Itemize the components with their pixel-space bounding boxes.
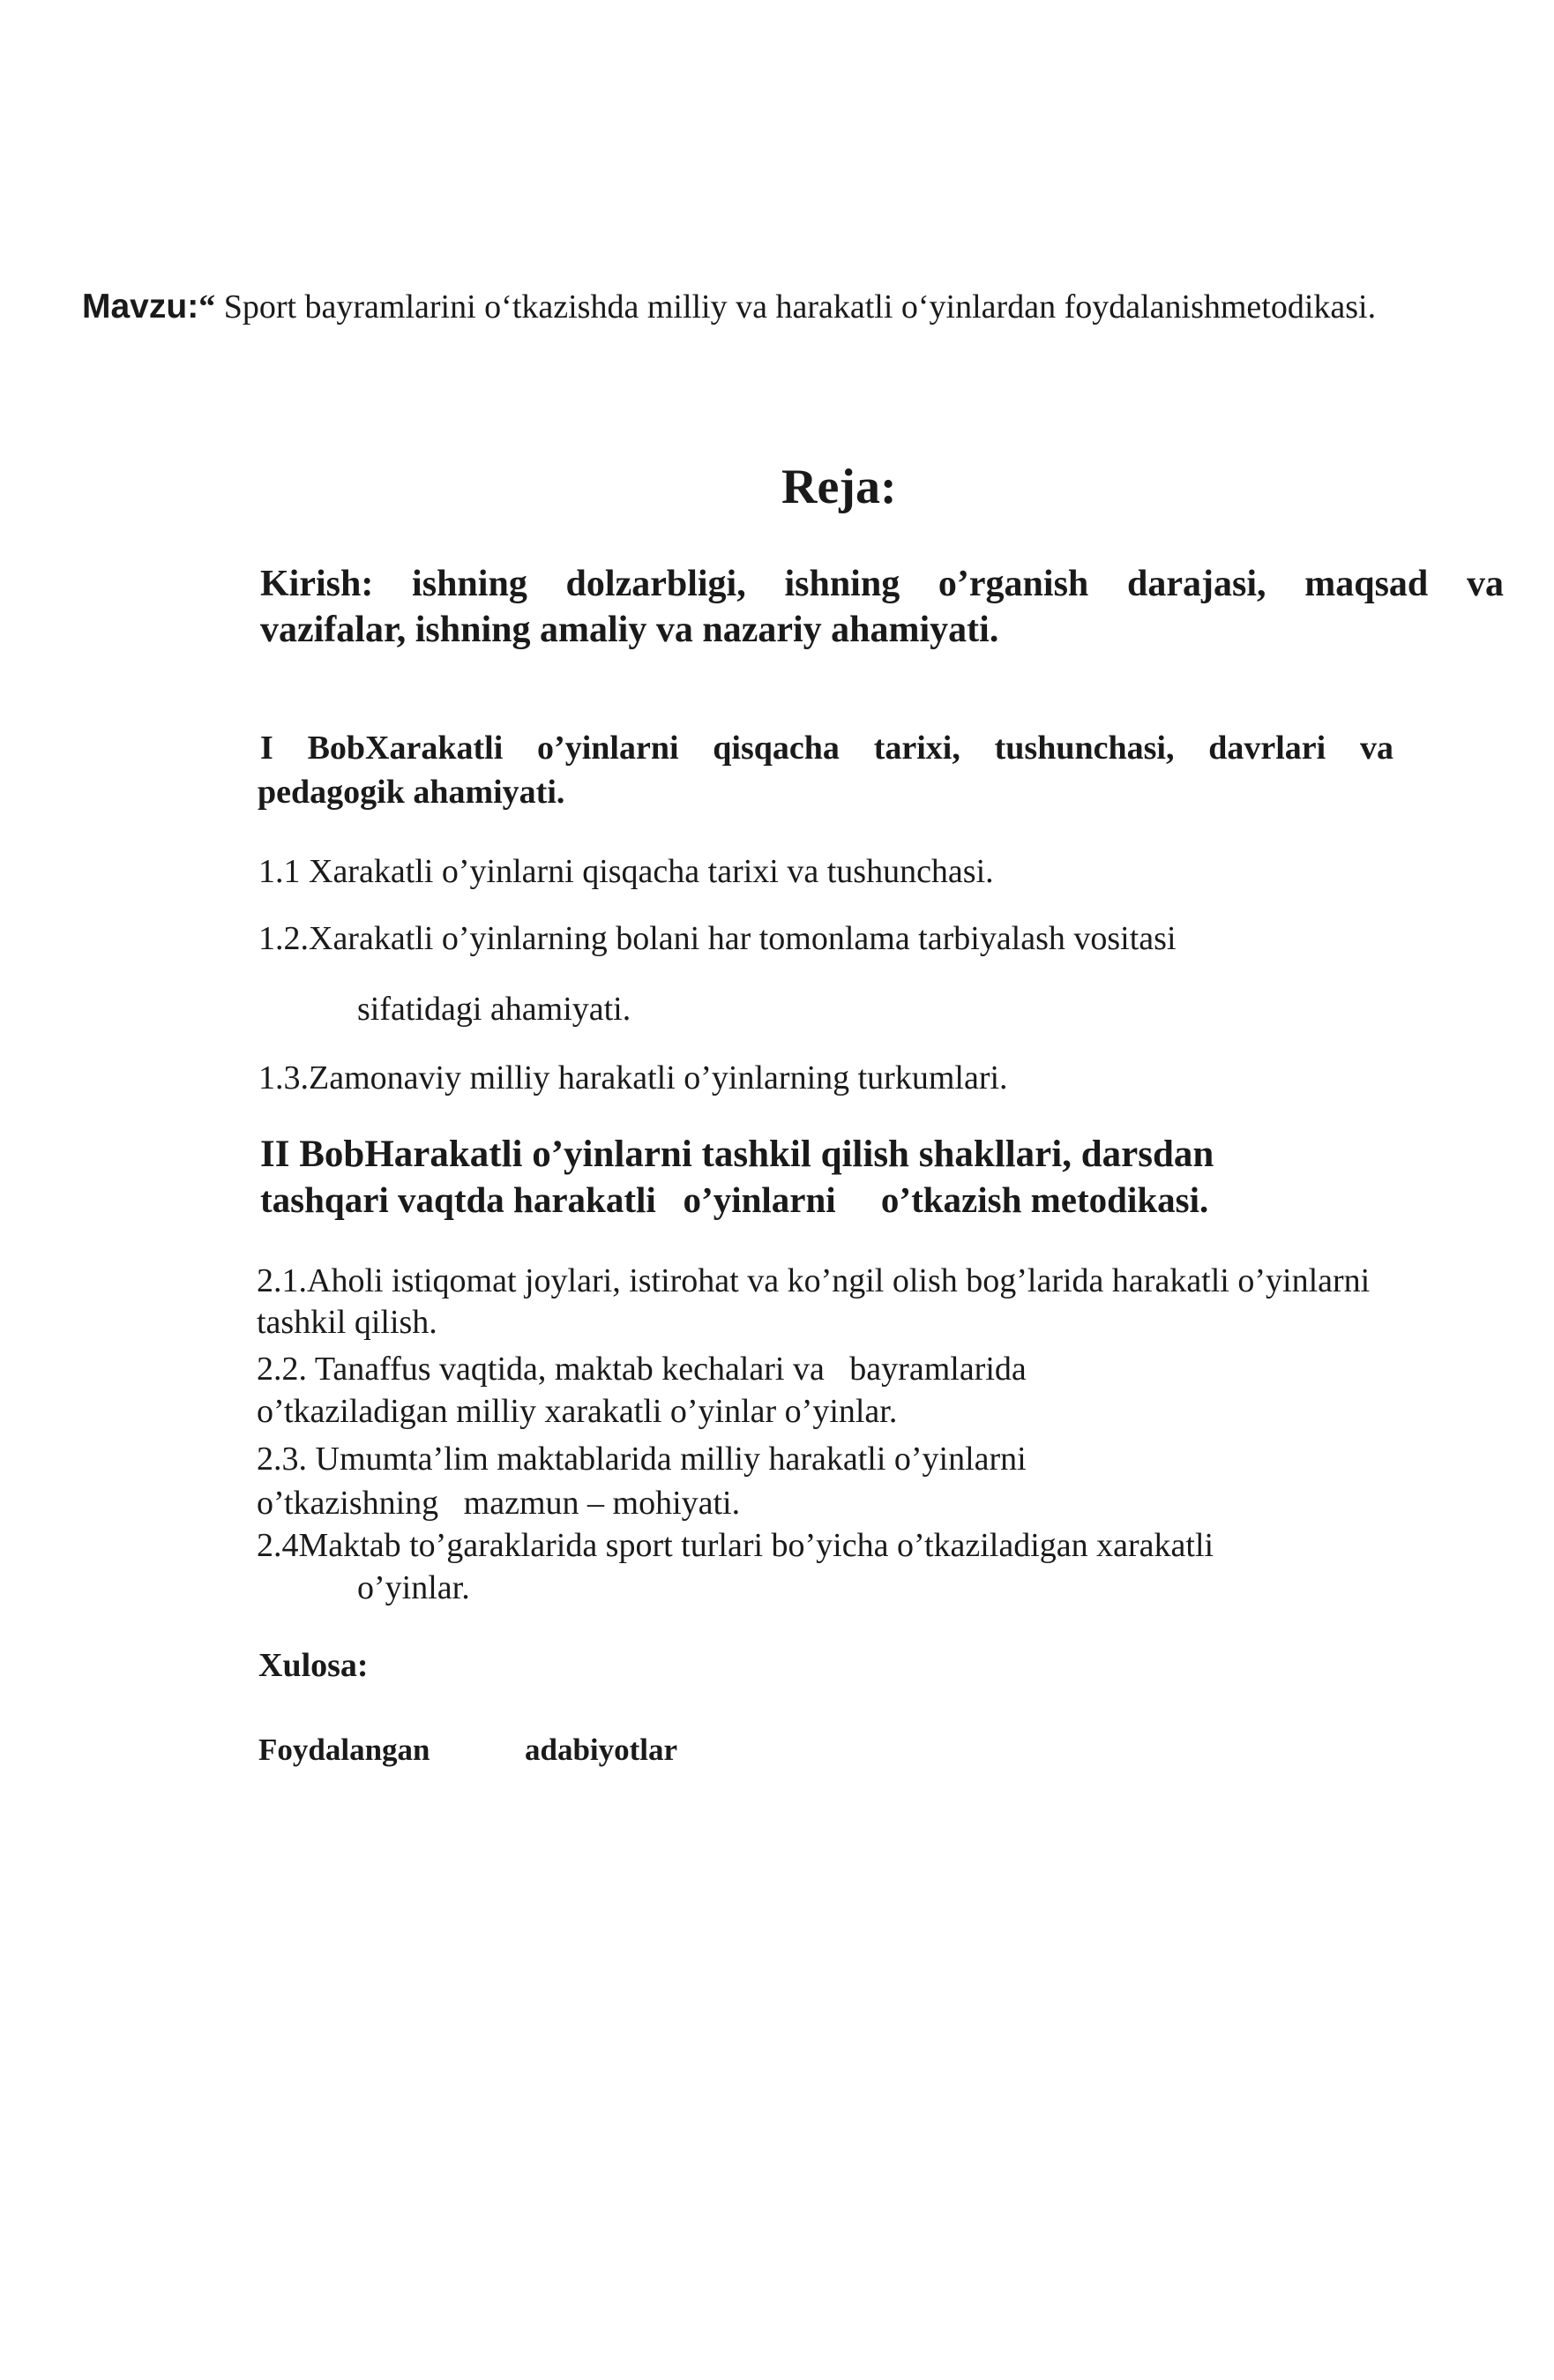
section-2-3-line-1: 2.3. Umumta’lim maktablarida milliy harakatli o’yinlarni xyxy=(257,1441,1027,1478)
intro-line-1: Kirish: ishning dolzarbligi, ishning o’rganish darajasi, maqsad va xyxy=(260,564,1504,604)
intro-line-2: vazifalar, ishning amaliy va nazariy ahamiyati. xyxy=(260,610,999,650)
chapter2-heading-line-1: II BobHarakatli o’yinlarni tashkil qilish shakllari, darsdan xyxy=(260,1134,1214,1175)
section-1-2-line-1: 1.2.Xarakatli o’yinlarning bolani har tomonlama tarbiyalash vositasi xyxy=(258,920,1177,957)
section-2-2-line-2: o’tkaziladigan milliy xarakatli o’yinlar o’yinlar. xyxy=(257,1393,898,1430)
references-word-1: Foydalangan xyxy=(258,1733,430,1767)
section-2-1-line-2: tashkil qilish. xyxy=(257,1304,437,1341)
topic-label: Mavzu: xyxy=(82,288,199,326)
section-2-3-line-2: o’tkazishning mazmun – mohiyati. xyxy=(257,1485,741,1522)
section-2-2-line-1: 2.2. Tanaffus vaqtida, maktab kechalari va bayramlarida xyxy=(257,1351,1027,1388)
section-2-4-line-1: 2.4Maktab to’garaklarida sport turlari bo’yicha o’tkaziladigan xarakatli xyxy=(257,1527,1214,1564)
topic-text: Sport bayramlarini o‘tkazishda milliy va harakatli o‘yinlardan foydalanishmetodikasi. xyxy=(215,288,1377,326)
chapter1-heading-line-1: I BobXarakatli o’yinlarni qisqacha tarixi, tushunchasi, davrlari va xyxy=(260,730,1393,767)
references-word-2: adabiyotlar xyxy=(525,1733,678,1767)
topic-quote: “ xyxy=(198,288,216,326)
chapter2-heading-line-2: tashqari vaqtda harakatli o’yinlarni o’tkazish metodikasi. xyxy=(260,1179,1209,1220)
topic-line xyxy=(82,288,1376,326)
section-1-3: 1.3.Zamonaviy milliy harakatli o’yinlarning turkumlari. xyxy=(258,1059,1008,1096)
section-2-1-line-1: 2.1.Aholi istiqomat joylari, istirohat va ko’ngil olish bog’larida harakatli o’yinlarni xyxy=(257,1262,1371,1299)
chapter1-heading-line-2: pedagogik ahamiyati. xyxy=(258,774,565,811)
section-2-4-line-2: o’yinlar. xyxy=(357,1569,470,1606)
conclusion-heading: Xulosa: xyxy=(258,1647,369,1684)
section-1-1: 1.1 Xarakatli o’yinlarni qisqacha tarixi va tushunchasi. xyxy=(258,853,994,890)
section-1-2-line-2: sifatidagi ahamiyati. xyxy=(357,991,631,1028)
plan-title: Reja: xyxy=(781,460,897,514)
